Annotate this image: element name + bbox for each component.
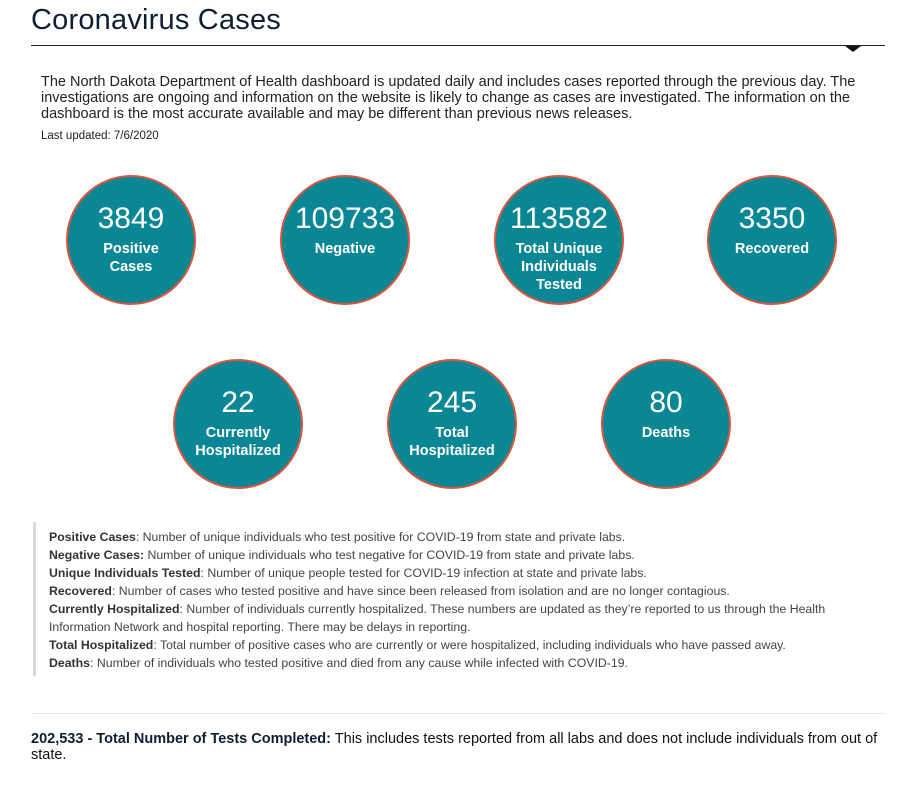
stat-value: 109733 [294,202,396,235]
definition-text: Number of individuals currently hospitalized. These numbers are updated as they’re reported to us through the Health Information Network and hospital reporting. There may be delays in reporting. [49,602,826,634]
definition-term: Deaths [49,656,91,670]
definition-item [49,528,879,546]
definition-text: Number of unique individuals who test negative for COVID-19 from state and private labs. [147,548,635,562]
definition-item [49,654,879,672]
stat-value: 113582 [510,202,608,235]
page-title: Coronavirus Cases [31,4,281,36]
definition-item [49,636,879,654]
stat-label: Negative [314,241,376,257]
definition-sep: : [153,638,160,652]
definition-sep: : [90,656,97,670]
stat-recovered [707,175,837,305]
definition-text: Number of cases who tested positive and have since been released from isolation and are no longer contagious. [118,584,730,598]
definition-text: Number of unique people tested for COVID-19 infection at state and private labs. [207,566,647,580]
total-tests-label: 202,533 - Total Number of Tests Completed: [31,731,331,747]
definition-item [49,582,879,600]
section-divider [31,713,885,714]
stat-label: Recovered [734,241,810,257]
title-divider [31,45,885,46]
caret-down-icon [845,46,861,52]
stat-label: Positive Cases [103,241,159,275]
total-tests-text: This includes tests reported from all labs and does not include individuals from out of state. [31,731,878,763]
stat-value: 3849 [97,202,165,235]
stat-value: 22 [221,386,255,419]
definition-text: Number of unique individuals who test positive for COVID-19 from state and private labs. [142,530,626,544]
definition-sep: : [200,566,208,580]
definition-text: Number of individuals who tested positive and died from any cause while infected with COVID-19. [96,656,628,670]
stat-total-tested [494,175,624,305]
last-updated: Last updated: 7/6/2020 [41,130,159,142]
stat-label: Total Unique Individuals Tested [515,241,603,293]
definition-sep: : [135,530,143,544]
intro-text: The North Dakota Department of Health dashboard is updated daily and includes cases reported through the previous day. The investigations are ongoing and information on the website is likely to change as cases are investigated. The information on the dashboard is the most accurate available and may be different than previous news releases. [41,74,856,122]
stat-value: 80 [649,386,683,419]
definitions-block [33,522,879,676]
stat-negative [280,175,410,305]
definition-term: Unique Individuals Tested [49,566,201,580]
definition-term: Total Hospitalized [49,638,154,652]
definition-term: Positive Cases [49,530,136,544]
definition-term: Negative Cases: [49,548,145,562]
definition-item [49,546,879,564]
stat-deaths [601,359,731,489]
stat-value: 245 [426,386,478,419]
definition-sep: : [111,584,119,598]
total-tests [31,731,881,763]
definition-sep: : [179,602,187,616]
stat-label: Deaths [641,425,691,441]
definition-item [49,600,879,636]
definition-item [49,564,879,582]
stat-label: Currently Hospitalized [195,425,281,459]
stat-label: Total Hospitalized [409,425,495,459]
stat-total-hospitalized [387,359,517,489]
definition-term: Currently Hospitalized [49,602,180,616]
definition-term: Recovered [49,584,112,598]
stat-currently-hospitalized [173,359,303,489]
stat-positive-cases [66,175,196,305]
stat-value: 3350 [738,202,806,235]
definition-text: Total number of positive cases who are currently or were hospitalized, including individuals who have passed away. [159,638,786,652]
